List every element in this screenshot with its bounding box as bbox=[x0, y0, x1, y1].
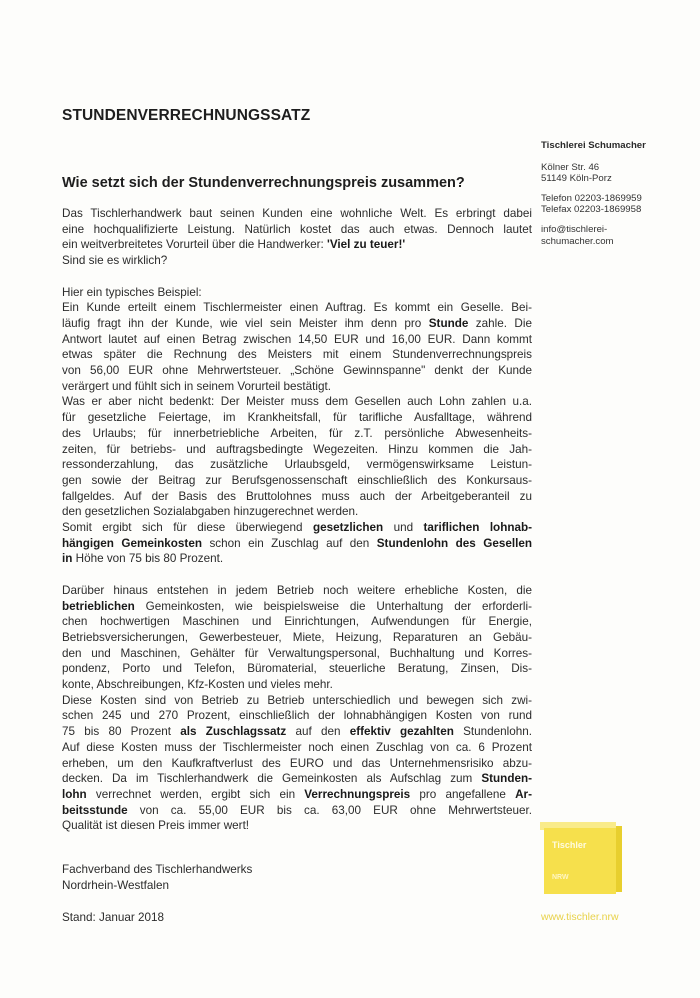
emphasis: Stunden- bbox=[481, 772, 532, 786]
footer-organization bbox=[62, 862, 252, 893]
text-line: Antwort lautet auf einen Betrag zwischen 14,50 EUR und 16,00 EUR. Dann kommt bbox=[62, 332, 532, 346]
document-title: STUNDENVERRECHNUNGSSATZ bbox=[62, 107, 311, 124]
text-line: Hier ein typisches Beispiel: bbox=[62, 285, 202, 299]
text-line: erheben, um den Kaufkraftverlust des EURO und das Unternehmensrisiko abzu- bbox=[62, 756, 532, 770]
text-line: Ein Kunde erteilt einem Tischlermeister einen Auftrag. Es kommt ein Geselle. Bei- bbox=[62, 301, 532, 315]
emphasis: Stunde bbox=[428, 316, 469, 330]
emphasis: in bbox=[62, 552, 73, 566]
body-text bbox=[62, 206, 532, 834]
text-line: Betriebsversicherungen, Gewerbesteuer, Miete, Heizung, Reparaturen an Gebäu- bbox=[62, 630, 532, 644]
text-line: Darüber hinaus entstehen in jedem Betrieb noch weitere erhebliche Kosten, die bbox=[62, 583, 532, 597]
text-line: zeiten, für betriebs- und auftragsbedingte Wegezeiten. Hinzu kommen die Jah- bbox=[62, 442, 532, 456]
emphasis: lohn bbox=[62, 787, 87, 801]
emphasis: tariflichen lohnab- bbox=[423, 521, 533, 535]
company-fax: Telefax 02203-1869958 bbox=[541, 204, 642, 216]
logo-url: www.tischler.nrw bbox=[541, 911, 619, 923]
text-line: Das Tischlerhandwerk baut seinen Kunden eine wohnliche Welt. Es erbringt dabei bbox=[62, 207, 532, 220]
text-line: betrieblichen Gemeinkosten, wie beispielsweise die Unterhaltung der erforderli- bbox=[62, 599, 532, 613]
text-line: beitsstunde von ca. 55,00 EUR bis ca. 63,00 EUR ohne Mehrwertsteuer. bbox=[62, 803, 532, 817]
logo-word: Tischler bbox=[552, 840, 587, 850]
emphasis: hängigen Gemeinkosten bbox=[62, 536, 202, 550]
emphasis: als Zuschlagssatz bbox=[180, 725, 287, 739]
text-line: pondenz, Porto und Telefon, Büromaterial, steuerliche Beratung, Zinsen, Dis- bbox=[62, 662, 532, 676]
text-line: Sind sie es wirklich? bbox=[62, 254, 168, 268]
org-line: Fachverband des Tischlerhandwerks bbox=[62, 863, 253, 876]
emphasis: effektiv gezahlten bbox=[349, 725, 454, 739]
logo-region: NRW bbox=[552, 874, 569, 881]
text-line: verärgert und fühlt sich in seinem Vorurteil bestätigt. bbox=[62, 379, 331, 393]
company-name: Tischlerei Schumacher bbox=[541, 140, 646, 151]
text-line: schen 245 und 270 Prozent, einschließlich der lohnabhängigen Kosten von rund bbox=[62, 709, 532, 723]
emphasis: beitsstunde bbox=[62, 803, 128, 817]
text-line: Qualität ist diesen Preis immer wert! bbox=[62, 819, 250, 833]
text-line: fallgeldes. Auf der Basis des Bruttolohnes muss auch der Arbeitgeberanteil zu bbox=[62, 489, 532, 503]
company-street: Kölner Str. 46 bbox=[541, 161, 600, 173]
company-email: info@tischlerei- bbox=[541, 223, 608, 235]
document-date: Stand: Januar 2018 bbox=[62, 911, 165, 924]
company-email-cont: schumacher.com bbox=[541, 235, 614, 247]
company-phone: Telefon 02203-1869959 bbox=[541, 192, 642, 204]
text-line: Auf diese Kosten muss der Tischlermeister noch einen Zuschlag von ca. 6 Prozent bbox=[62, 740, 532, 754]
text-line: für gesetzliche Feiertage, im Krankheitsfall, für tarifliche Ausfalltage, während bbox=[62, 411, 532, 425]
emphasis: Stundenlohn des Gesellen bbox=[376, 536, 532, 550]
company-sidebar bbox=[541, 140, 691, 255]
tischler-logo-icon bbox=[540, 822, 620, 894]
emphasis: gesetzlichen bbox=[313, 521, 384, 535]
org-line: Nordrhein-Westfalen bbox=[62, 878, 169, 892]
text-line: hängigen Gemeinkosten schon ein Zuschlag auf den Stundenlohn des Gesellen bbox=[62, 536, 532, 550]
text-line: Somit ergibt sich für diese überwiegend gesetzlichen und tariflichen lohnab- bbox=[62, 521, 533, 535]
text-line: des Urlaubs; für innerbetriebliche Arbeiten, für z.T. persönliche Abwesenheits- bbox=[62, 426, 532, 440]
text-line: den und Maschinen, Gehälter für Verwaltungspersonal, Buchhaltung und Korres- bbox=[62, 646, 532, 660]
text-line: den gesetzlichen Sozialabgaben hinzugerechnet werden. bbox=[62, 505, 359, 519]
text-line: gen sowie der Beitrag zur Berufsgenossenschaft einschließlich des Konkursaus- bbox=[62, 473, 532, 487]
text-line: ressonderzahlung, das zusätzliche Urlaubsgeld, vermögenswirksame Leistun- bbox=[62, 458, 532, 472]
text-line: läufig fragt ihn der Kunde, wie viel sein Meister ihm denn pro Stunde zahle. Die bbox=[62, 316, 532, 330]
emphasis: 'Viel zu teuer!' bbox=[327, 238, 406, 252]
text-line: konte, Abschreibungen, Kfz-Kosten und vieles mehr. bbox=[62, 678, 333, 692]
text-line: 75 bis 80 Prozent als Zuschlagssatz auf den effektiv gezahlten Stundenlohn. bbox=[62, 725, 532, 739]
text-line: ein weitverbreitetes Vorurteil über die Handwerker: 'Viel zu teuer!' bbox=[62, 238, 406, 252]
text-line: in Höhe von 75 bis 80 Prozent. bbox=[62, 552, 224, 566]
document-subtitle: Wie setzt sich der Stundenverrechnungspreis zusammen? bbox=[62, 175, 465, 191]
emphasis: Verrechnungspreis bbox=[304, 787, 411, 801]
emphasis: betrieblichen bbox=[62, 599, 135, 613]
text-line: von 56,00 EUR ohne Mehrwertsteuer. „Schöne Gewinnspanne" denkt der Kunde bbox=[62, 364, 532, 378]
text-line: Diese Kosten sind von Betrieb zu Betrieb unterschiedlich und bewegen sich zwi- bbox=[62, 693, 532, 707]
text-line: chen hochwertigen Maschinen und Einrichtungen, Aufwendungen für Energie, bbox=[62, 615, 532, 629]
emphasis: Ar- bbox=[515, 787, 532, 801]
text-line: Was er aber nicht bedenkt: Der Meister muss dem Gesellen auch Lohn zahlen u.a. bbox=[62, 395, 532, 409]
text-line: etwas später die Rechnung des Meisters mit einem Stundenverrechnungspreis bbox=[62, 348, 532, 362]
text-line: eine hochqualifizierte Leistung. Natürlich kostet das auch etwas. Dennoch lautet bbox=[62, 222, 532, 236]
text-line: decken. Da im Tischlerhandwerk die Gemeinkosten als Aufschlag zum Stunden- bbox=[62, 772, 532, 786]
text-line: lohn verrechnet werden, ergibt sich ein Verrechnungspreis pro angefallene Ar- bbox=[62, 787, 532, 801]
company-city: 51149 Köln-Porz bbox=[541, 173, 612, 185]
